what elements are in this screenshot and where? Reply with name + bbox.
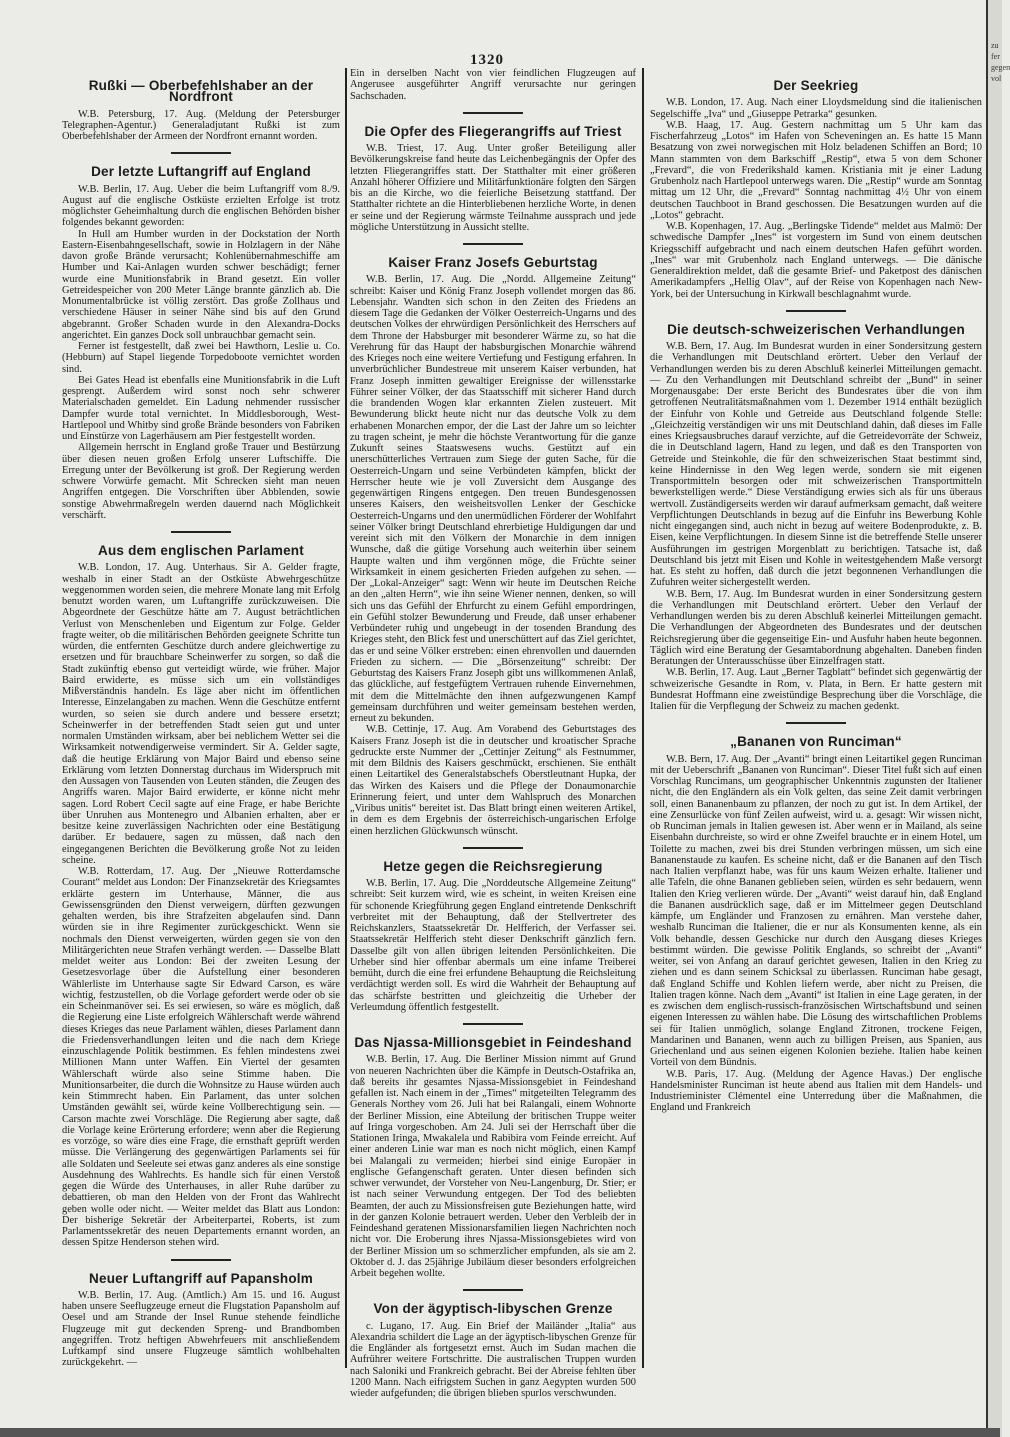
article-headline: Neuer Luftangriff auf Papansholm <box>89 1270 313 1286</box>
article-paragraph: W.B. Berlin, 17. Aug. (Amtlich.) Am 15. und 16. August haben unsere Seeflugzeuge erneut die Flugstation Papansholm auf Oesel und am Strande der Insel Runue stehende feindliche Flugzeuge mit gut deckenden Spreng- und Brandbomben angegriffen. Trotz heftigen Abwehrfeuers mit anschließendem Luftkampf sind unsere Flugzeuge sämtlich wohlbehalten zurückgekehrt. — <box>62 1289 340 1369</box>
article-paragraph: W.B. Rotterdam, 17. Aug. Der „Nieuwe Rotterdamsche Courant“ meldet aus London: Der Finanzsekretär des Kriegsamtes erklärte gestern im Unterhause, Männer, die aus Gewissensgründen den Dienst verweigern, dürften gezwungen gehalten werden, bis ihre Strafzeiten abgelaufen sind. Dann würden sie in ihre Regimenter zurückgeschickt. Wenn sie nochmals den Dienst verweigerten, würden gegen sie von den Militärgerichten neue Strafen verhängt werden. — Dasselbe Blatt meldet weiter aus London: Bei der zweiten Lesung der Gesetzesvorlage über die Aufstellung einer besonderen Wählerliste im Unterhause sagte Sir Edward Carson, es wäre wichtig, festzustellen, ob die Vorlage gefordert werde oder ob sie ein Scheinmanöver sei. Es sei erwiesen, so wäre es möglich, daß die Regierung eine Liste erfolgreich Wählerschaft werde während dieses Krieges das neue Parlament wählen, dieses Parlament dann die Friedensverhandlungen leiten und die nach dem Kriege einzuschlagende Politik bestimmen. Es fehlen mindestens zwei Millionen Mann unter Waffen. Ein Viertel der gesamten Wählerschaft würde also seine Stimme haben. Die Munitionsarbeiter, die durch die Wohnsitze zu Hause würden auch kein Stimmrecht haben. Ein Parlament, das unter solchen Umständen gewählt sei, würde keine Vollberechtigung sein. — Carson machte zwei Vorschläge. Die Regierung aber sagte, daß die Vorlage keine Erörterung erfordere; wenn aber die Regierung es vorzöge, so wäre dies eine Frage, die ernsthaft geprüft werden müsse. Die Verlängerung des gegenwärtigen Parlaments sei für alle Soldaten und Seeleute sei etwas ganz anderes als eine sonstige Ausdehnung des Wahlrechts. Es handle sich für einen Verstoß gegen die Würde des Unterhauses, in aller Ruhe darüber zu debattieren, ob man den Helden von der Front das Wahlrecht geben wolle oder nicht. — Weiter meldet das Blatt aus London: Der bisherige Sekretär der Arbeiterpartei, Roberts, ist zum Parlamentssekretär des neuen Departements ernannt worden, an dessen Spitze Henderson stehen wird. <box>62 866 340 1249</box>
article-headline: Hetze gegen die Reichsregierung <box>383 858 603 874</box>
article-separator <box>171 531 231 533</box>
article-paragraph: W.B. Berlin, 17. Aug. Die „Norddeutsche Allgemeine Zeitung“ schreibt: Seit kurzem wird, wie es scheint, in weiten Kreisen eine für schonende Kriegführung gegen England eintretende Denkschrift verbreitet mit der Behauptung, daß der Stellvertreter des Reichskanzlers, Staatssekretär Dr. Helfferich, der Verfasser sei. Staatssekretär Helfferich steht dieser Denkschrift gänzlich fern. Dasselbe gilt von allen übrigen leitenden Persönlichkeiten. Die Urheber sind hier offenbar abermals um eine infame Treiberei bemüht, durch die eine frei erfundene Behauptung die Reichsleitung verdächtigt werden soll. Es wird die Wahrheit der Behauptung auf das schärfste bestritten und gleichzeitig die Urheber der Verleumdung öffentlich festgestellt. <box>350 878 636 1013</box>
article-paragraph: W.B. Berlin, 17. Aug. Ueber die beim Luftangriff vom 8./9. August auf die englische Ostküste erzielten Erfolge ist trotz möglichster Geheimhaltung durch die englischen Behörden bisher folgendes bekannt geworden: <box>62 183 340 229</box>
article-paragraph: W.B. Haag, 17. Aug. Gestern nachmittag um 5 Uhr kam das Fischerfahrzeug „Lotos“ im Hafen von Scheveningen an. Es hatte 15 Mann Besatzung von zwei norwegischen mit Holz beladenen Schiffen an Bord; 10 Mann stammten von dem Barkschiff „Restip“, etwa 5 von dem Schoner „Frevard“, die von Frederikshald kamen. Kristiania mit je einer Ladung Grubenholz nach Hartlepool unterwegs waren. Die „Restip“ wurde am Sonntag mittag um 12 Uhr, die „Frevard“ Sonntag nachmittag 4½ Uhr von einem deutschen Tauchboot in Brand geschossen. Die Besatzungen wurden auf die „Lotos“ gebracht. <box>650 119 982 221</box>
article-paragraph: Allgemein herrscht in England große Trauer und Bestürzung über diesen neuen großen Erfolg unserer Luftschiffe. Die Erregung unter der Bevölkerung ist groß. Der Regierung werden schwere Vorwürfe gemacht. Mit Schrecken sieht man neuen Angriffen entgegen. Die Vorschriften über Abblenden, sowie sonstige Abwehrmaßregeln werden dauernd nach Möglichkeit verschärft. <box>62 442 340 521</box>
article-paragraph: W.B. Bern, 17. Aug. Der „Avanti“ bringt einen Leitartikel gegen Runciman mit der Ueberschrift „Bananen von Runciman“. Dieser Titel fußt sich auf einen Vorschlag Runcimans, um geographischer Unkenntnis zugunsten der Italiener nicht, die den Engländern als ein Volk gelten, das seine Zeit damit verbringen soll, einen Bananenbaum zu pflanzen, der noch zu gut ist. In dem Artikel, der eine Zensurlücke von fünf Zeilen aufweist, wird u. a. gesagt: Wir wissen nicht, ob Runciman jemals in Italien gewesen ist. Aber wenn er in Mailand, als seine Eisenbahn durchreiste, so wird er ohne Zweifel brauchte er in einem Hotel, um Toilette zu machen, zwei bis drei Stunden verbringen müssen, um sich eine Bananenstaude zu kaufen. Es scheine nicht, daß er die Bananen auf den Tisch nach Italien verpflanzt habe, was für uns kaum Weizen erhalte. Italiener und alle Tafeln, die ohne Bananen geblieben seien, würden es sehr bedauern, wenn Italien den Krieg verlieren würde. Der „Avanti“ weist darauf hin, daß England die Bananen ausdrücklich sage, daß er im Mittelmeer gegen Deutschland kämpfe, um Engländer und Franzosen zu ernähren. Man verstehe daher, weshalb Runciman die Italiener, die er nur als Konsumenten kenne, als ein Volk behandle, dessen Geschicke nur durch den Ausgang dieses Krieges bestimmt würden. Die gewisse Politik Englands, so schreibt der „Avanti“ weiter, sei von Anfang an darauf gerichtet gewesen, Italien in den Krieg zu ziehen und es dann seinem Schicksal zu überlassen. Runciman habe gesagt, daß England Schiffe und Kohlen liefern werde, aber nicht zu Preisen, die Italien tragen könne. Nach dem „Avanti“ ist Italien in eine Lage geraten, in der es zwischen dem englisch-russisch-französischen Wirtschaftsbund und seinen eigenen Interessen zu wählen habe. Die Lösung des wirtschaftlichen Problems sei für Italien unmöglich, solange England Zitronen, trockene Feigen, Mandarinen und Bananen, wenn auch zu billigen Preisen, aus Spanien, aus Griechenland und aus seinen eigenen Kolonien beziehe. Italien habe keinen Vorteil von dem Bündnis. <box>650 753 982 1069</box>
article-paragraph: W.B. Petersburg, 17. Aug. (Meldung der Petersburger Telegraphen-Agentur.) Generaladjutant Rußki ist zum Oberbefehlshaber der Armeen der Nordfront ernannt worden. <box>62 108 340 142</box>
article-paragraph: W.B. Paris, 17. Aug. (Meldung der Agence Havas.) Der englische Handelsminister Runciman ist heute abend aus Italien mit dem Handels- und Industrieminister Clémentel eine Unterredung über die Maßnahmen, die England und Frankreich <box>650 1068 982 1114</box>
article-paragraph: Bei Gates Head ist ebenfalls eine Munitionsfabrik in die Luft gesprengt. Außerdem wird sonst noch sehr schwerer Materialschaden gemeldet. Ein Ladung nehmender russischer Dampfer wurde total vernichtet. In Middlesborough, West-Hartlepool und Whitby sind große Brände besonders von Fabriken und Einstürze von Lagerhäusern am Pier festgestellt worden. <box>62 374 340 442</box>
column-divider <box>345 68 347 1368</box>
article-separator <box>463 847 523 849</box>
article-paragraph: W.B. Triest, 17. Aug. Unter großer Beteiligung aller Bevölkerungskreise fand heute das Leichenbegängnis der Opfer des letzten Fliegerangriffes statt. Der Statthalter mit einer größeren Anzahl höherer Offiziere und Militärfunktionäre folgten den Särgen bis an die Kirche, wo die feierliche Beisetzung stattfand. Der Statthalter richtete an die Hinterbliebenen herzliche Worte, in denen er seine und der Regierung wärmste Teilnahme aussprach und jede mögliche Unterstützung in Aussicht stellte. <box>350 143 636 233</box>
column-1 <box>62 68 340 1428</box>
article-separator <box>463 112 523 114</box>
article-separator <box>786 722 846 724</box>
article-paragraph: W.B. Bern, 17. Aug. Im Bundesrat wurden in einer Sondersitzung gestern die Verhandlungen mit Deutschland erörtert. Ueber den Verlauf der Verhandlungen werden bis zu deren Abschluß keinerlei Mitteilungen gemacht. — Zu den Verhandlungen mit Deutschland schreibt der „Bund“ in seiner Morgenausgabe: Der erste Bericht des Bundesrates über die von ihm getroffenen Neutralitätsmaßnahmen vom 1. Dezember 1914 enthält bezüglich der Einfuhr von Kohle und Getreide aus Deutschland folgende Stelle: „Gleichzeitig verständigen wir uns mit Deutschland dahin, daß dieses im Falle eines Kriegsausbruches darauf verzichte, auf die Getreidevorräte der Schweiz, die in Deutschland lagern, Hand zu legen, und daß es den Transporten von Getreide und Steinkohle, die für den schweizerischen Staat bestimmt sind, keine Hindernisse in den Weg legen werde, sondern sie mit eigenen Transportmitteln besorgen oder mit schweizerischen Transportmitteln bewerkstelligen werde.“ Diese Verständigung erwies sich als für uns überaus wertvoll. Zuständigerseits werden wir darauf aufmerksam gemacht, daß weitere Verpflichtungen Deutschlands in bezug auf die Einfuhr ins Bewerbung Kohle nicht eingegangen sind, auch nicht in bezug auf weitere Bodenprodukte, z. B. Eisen, keine Verpflichtungen. In diesem Sinne ist die betreffende Stelle unserer Ausführungen im gestrigen Morgenblatt zu berichtigen. Tatsache ist, daß Deutschland bis jetzt mit Eisen und Kohle in weitestgehendem Maße versorgt hat. Es steht zu hoffen, daß durch die jetzt begonnenen Verhandlungen die Zufuhren weiter sichergestellt werden. <box>650 341 982 589</box>
article-paragraph: W.B. Berlin, 17. Aug. Die „Nordd. Allgemeine Zeitung“ schreibt: Kaiser und König Franz Joseph vollendet morgen das 86. Lebensjahr. Wandten sich schon in den Zeiten des Friedens an diesem Tage die Gedanken der Völker Oesterreich-Ungarns und des deutschen Volkes der ehrwürdigen Persönlichkeit des Herrschers auf dem Throne der Habsburger mit besonderer Wärme zu, so hat die Verehrung für das Haupt der habsburgischen Monarchie während des Krieges noch eine weitere Vertiefung und Festigung erfahren. In unverbrüchlicher Bundestreue mit unserem Kaiser verbunden, hat Franz Joseph inmitten gewaltiger Ereignisse der willensstarke Führer seiner Völker, der das Staatsschiff mit sicherer Hand durch die brandenden Wogen klar erkannten Zielen zusteuert. Mit Bewunderung blickt heute nicht nur das deutsche Volk zu dem erhabenen Monarchen empor, der die Last der Jahre um so leichter zu tragen scheint, je mehr die höchste Verantwortung für die ganze Zukunft seines Staatswesens wuchs. Gestützt auf ein unerschütterliches Vertrauen zum Siege der guten Sache, für die Oesterreich-Ungarn und seine Verbündeten kämpfen, blickt der Herrscher heute wie je voll Zuversicht dem Ausgange des gegenwärtigen Ringens entgegen. Den treuen Bundesgenossen unseres Kaisers, den weisheitsvollen Lenker der Geschicke Oesterreich-Ungarns und den unermüdlichen Förderer der Wohlfahrt seiner Völker bringt Deutschland ehrerbietige Huldigungen dar und vereint sich mit den Völkern der Monarchie in dem innigen Wunsche, daß die gütige Vorsehung auch weiterhin über seinem Haupte walten und ihm vergönnen möge, die Früchte seiner Wirksamkeit in einem gesicherten Frieden aufgehen zu sehen. — Der „Lokal-Anzeiger“ sagt: Wenn wir heute im Deutschen Reiche an den „alten Herrn“, wie ihn seine Wiener nennen, denken, so will sich uns das Gefühl der Ehrfurcht zu einem Gefühl empordringen, ein Gefühl stolzer Bewunderung und Freude, daß unser erhabener Verbündeter ruhig und ungebeugt in der tosenden Brandung des Krieges steht, den Blick fest und unerschüttert auf das Ziel gerichtet, das er und seine Völker erstreben: einen ehrenvollen und dauernden Frieden zu sichern. — Die „Börsenzeitung“ schreibt: Der Geburtstag des Kaisers Franz Joseph gibt uns willkommenen Anlaß, das glückliche, auf festgefügtem Vertrauen ruhende Einvernehmen, mit dem die Mittelmächte den ihnen aufgezwungenen Kampf gemeinsam durchführen und weiter gemeinsam bestehen werden, erneut zu bekunden. <box>350 274 636 724</box>
column-3 <box>650 68 982 1428</box>
column-divider <box>642 68 644 1368</box>
article-headline: Rußki — Oberbefehlshaber an der Nordfront <box>88 78 314 105</box>
continued-text: Ein in derselben Nacht von vier feindlichen Flugzeugen auf Angerusee ausgeführter Angriff verursachte nur geringen Sachschaden. <box>350 68 636 102</box>
article-paragraph: W.B. Bern, 17. Aug. Im Bundesrat wurden in einer Sondersitzung gestern die Verhandlungen mit Deutschland erörtert. Ueber den Verlauf der Verhandlungen werden bis zu deren Abschluß keinerlei Mitteilungen gemacht. Die Verhandlungen der Abgeordneten des Bundesrates und der deutschen Reichsregierung über die gegenseitige Ein- und Ausfuhr haben heute begonnen. Täglich wird eine Beratung der Gesamtabordnung abgehalten. Daneben finden Beratungen der Unterausschüsse über Einzelfragen statt. <box>650 588 982 667</box>
article-headline: Das Njassa-Millionsgebiet in Feindeshand <box>354 1035 632 1050</box>
article-paragraph: Ferner ist festgestellt, daß zwei bei Hawthorn, Leslie u. Co. (Hebburn) auf Stapel liegende Torpedoboote vernichtet worden sind. <box>62 341 340 375</box>
article-headline: Der letzte Luftangriff auf England <box>91 164 311 180</box>
next-page-edge: zu fer gegen vol <box>986 0 1002 1437</box>
article-headline: Der Seekrieg <box>773 78 859 93</box>
article-paragraph: W.B. Berlin, 17. Aug. Laut „Berner Tagblatt“ befindet sich gegenwärtig der schweizerische Gesandte in Rom, v. Plata, in Bern. Er hatte gestern mit Bundesrat Hoffmann eine zweistündige Besprechung über die Vorschläge, die Italien für die Verpflegung der Schweiz zu machen gedenkt. <box>650 667 982 712</box>
column-2 <box>350 68 636 1428</box>
article-headline: „Bananen von Runciman“ <box>730 734 902 750</box>
article-separator <box>786 310 846 312</box>
article-separator <box>171 152 231 154</box>
article-headline: Von der ägyptisch-libyschen Grenze <box>373 1301 613 1317</box>
article-headline: Die Opfer des Fliegerangriffs auf Triest <box>364 123 622 139</box>
article-paragraph: W.B. Cettinje, 17. Aug. Am Vorabend des Geburtstages des Kaisers Franz Joseph ist die in deutscher und kroatischer Sprache gedruckte erste Nummer der „Cettinjer Zeitung“ als Festnummer, mit dem Bildnis des Kaisers geschmückt, erschienen. Sie enthält einen Leitartikel des Generalstabschefs Oberstleutnant Hupka, der das Wirken des Kaisers und die Pflege der Donaumonarchie Erinnerung feiert, und unter dem Wahlspruch des Monarchen „Viribus unitis“ bereitet ist. Das Blatt bringt einen weiteren Artikel, in dem es dem Ergebnis der österreichisch-ungarischen Erfolge einen herzlichen Glückwunsch wünscht. <box>350 724 636 837</box>
article-paragraph: W.B. Berlin, 17. Aug. Die Berliner Mission nimmt auf Grund von neueren Nachrichten über die Kämpfe in Deutsch-Ostafrika an, daß bereits ihr gesamtes Njassa-Missionsgebiet in Feindeshand gefallen ist. Nach einem in der „Times“ mitgeteilten Telegramm des Generals Northey vom 26. Juli hat bei Ralangali, einem Wohnorte der Berliner Mission, eine Abteilung der britischen Truppe weiter auf Iringa vorgeschoben. Am 24. Juli sei der Herrschaft über die Stationen Iringa, Mwakalela und Rabibira vom Feinde erreicht. Auf einer anderen Linie war man es noch nicht möglich, einen Kampf bei Malangali zu vermeiden; hierbei sind einige Europäer in englische Gefangenschaft geraten. Unter diesen befinden sich schwer verwundet, der Vorsteher von Neu-Langenburg, Dr. Stier; er ist nach seiner Verwundung entgegen. Der Tod des beliebten Beamten, der auch zu Missionsfreisen gute Beziehungen hatte, wird in der ganzen Kolonie betrauert werden. Ueber den Verbleib der in Feindeshand geratenen Missionarsfamilien liegen Nachrichten noch nicht vor. Die Eroberung ihres Njassa-Missionsgebietes wird von der Berliner Mission um so schmerzlicher empfunden, als sie am 2. Oktober d. J. das 25jährige Jubiläum dieser besonders erfolgreichen Arbeit begehen wollte. <box>350 1054 636 1279</box>
article-headline: Die deutsch-schweizerischen Verhandlungen <box>667 321 965 337</box>
article-separator <box>463 243 523 245</box>
article-paragraph: W.B. London, 17. Aug. Nach einer Lloydsmeldung sind die italienischen Segelschiffe „Iva“ und „Giuseppe Petrarka“ gesunken. <box>650 97 982 120</box>
article-paragraph: In Hull am Humber wurden in der Dockstation der North Eastern-Eisenbahngesellschaft, sowie in Holzlagern in der Nähe davon große Brände verursacht; Kohlenübernahmeschiffe am Humber und Kai-Anlagen wurden schwer beschädigt; ferner wurde eine Munitionsfabrik in Brand gesetzt. Ein voller Getreidespeicher von 200 Meter Länge brannte gänzlich ab. Die Monumentalbrücke ist völlig zerstört. Das große Zollhaus und verschiedene Häuser in seiner Nähe sind bis auf den Grund abgebrannt. Großer Schaden wurde in den Alexandra-Docks angerichtet. Ein ganzes Dock soll unbrauchbar gemacht sein. <box>62 228 340 341</box>
article-paragraph: W.B. Kopenhagen, 17. Aug. „Berlingske Tidende“ meldet aus Malmö: Der schwedische Dampfer „Ines“ ist vorgestern im Sund von einem deutschen Kriegsschiff aufgebracht und nach einem deutschen Hafen geführt worden. „Ines“ war mit Grubenholz nach England unterwegs. — Die dänische Generaldirektion meldet, daß die gesamte Brief- und Paketpost des dänischen Amerikadampfers „Hellig Olav“, auf der Reise von Kopenhagen nach New-York, bei der Untersuchung in Kirkwall beschlagnahmt wurde. <box>650 221 982 300</box>
article-separator <box>463 1289 523 1291</box>
article-headline: Aus dem englischen Parlament <box>98 543 304 558</box>
article-headline: Kaiser Franz Josefs Geburtstag <box>388 255 598 270</box>
page-bottom-border <box>0 1428 1000 1437</box>
page-number: 1320 <box>470 52 504 68</box>
article-paragraph: c. Lugano, 17. Aug. Ein Brief der Mailänder „Italia“ aus Alexandria schildert die Lage an der ägyptisch-libyschen Grenze für die Engländer als fortgesetzt ernst. Auch im Sudan machen die Aufrührer weitere Fortschritte. Die australischen Truppen wurden nach Saloniki und Frankreich gebracht. Bei der Abreise fehlten über 1200 Mann. Nach eifrigstem Suchen in ganz Aegypten wurden 500 wieder aufgefunden; die übrigen blieben spurlos verschwunden. <box>350 1320 636 1399</box>
article-separator <box>463 1023 523 1025</box>
article-paragraph: W.B. London, 17. Aug. Unterhaus. Sir A. Gelder fragte, weshalb in einer Stadt an der Ostküste Abwehrgeschütze weggenommen worden seien, die mehrere Monate lang mit Erfolg benutzt worden waren, um Luftangriffe zurückzuweisen. Die Abgeordnete der Geschütze hätte am 7. August beträchtlichen Verlust von Menschenleben und Eigentum zur Folge. Gelder fragte weiter, ob die militärischen Behörden geeignete Schritte tun würden, die entfernten Geschütze durch andere gleichwertige zu ersetzen und für brauchbare Scheinwerfer zu sorgen, so daß die Stadt zukünftig ebenso gut verteidigt würde, wie früher. Major Baird erwiderte, es müsse sich um ein vollständiges Mißverständnis handeln. Es läge aber nicht im öffentlichen Interesse, Einzelangaben zu machen. Wenn die Geschütze entfernt wurden, so seien sie durch andere und bessere ersetzt; Scheinwerfer in der betreffenden Stadt seien gut und unter normalen Umständen wirksam, aber bei neblichem Wetter sei die Wirksamkeit notwendigerweise vermindert. Sir A. Gelder sagte, daß die heutige Erklärung von Major Baird und ebenso seine Erklärung vom letzten Donnerstag durchaus im Widerspruch mit den Aussagen von Tausenden von Leuten ständen, die Zeugen des Angriffs waren. Major Baird erwiderte, er könne nicht mehr sagen. Lord Robert Cecil sagte auf eine Frage, er habe Berichte über Unruhen aus Montenegro und Albanien erhalten, aber er besitze keine zuverlässigen Nachrichten oder eine Bestätigung darüber. Er bedauere, sagen zu müssen, daß nach den eingegangenen Berichten die Bevölkerung große Not zu leiden scheine. <box>62 562 340 866</box>
article-separator <box>171 1259 231 1261</box>
